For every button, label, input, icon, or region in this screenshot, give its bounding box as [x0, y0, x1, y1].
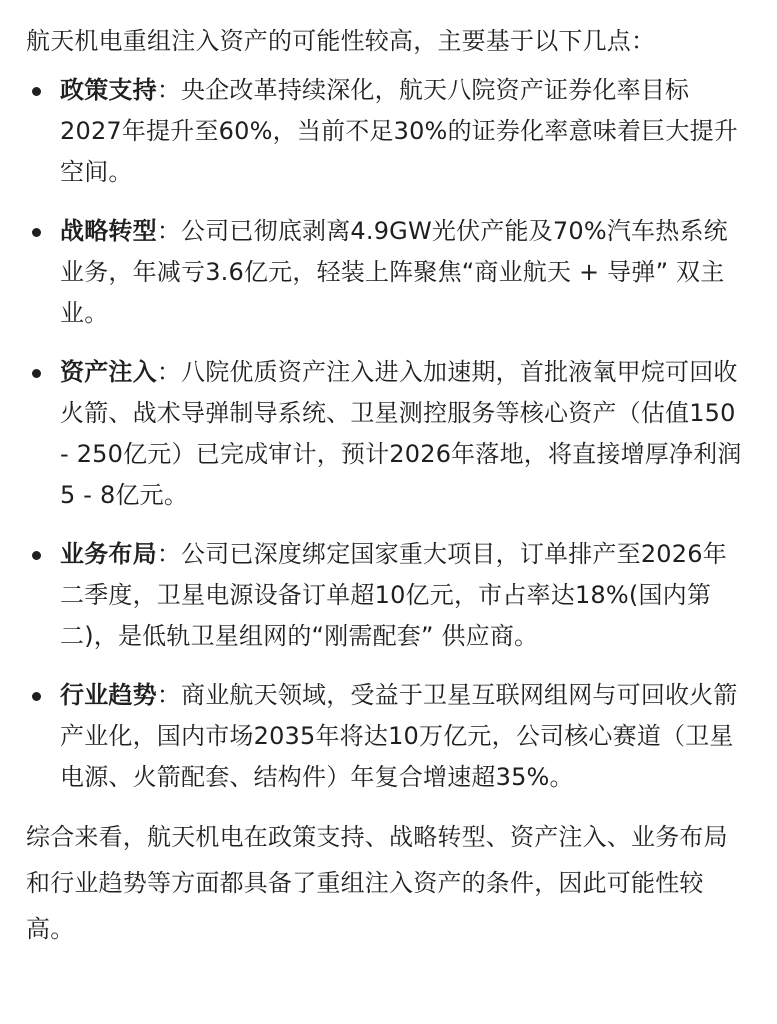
point-term: 政策支持: [60, 76, 157, 104]
list-item-business-layout: [26, 534, 751, 657]
point-text: 八院优质资产注入进入加速期，首批液氧甲烷可回收火箭、战术导弹制导系统、卫星测控服务等核心资产（估值150 - 250亿元）已完成审计，预计2026年落地，将直接增厚净利润5 - 8亿元。: [60, 358, 742, 509]
point-term: 资产注入: [60, 358, 157, 386]
bullet-dot-icon: [32, 87, 41, 96]
point-separator: ：: [156, 540, 182, 568]
list-item-industry-trend: [26, 675, 751, 798]
point-separator: ：: [156, 217, 182, 245]
list-item-strategic-transformation: [26, 211, 751, 334]
point-separator: ：: [156, 358, 182, 386]
point-text: 公司已深度绑定国家重大项目，订单排产至2026年二季度，卫星电源设备订单超10亿元，市占率达18%(国内第二)，是低轨卫星组网的“刚需配套” 供应商。: [60, 540, 727, 650]
point-text: 公司已彻底剥离4.9GW光伏产能及70%汽车热系统业务，年减亏3.6亿元，轻装上阵聚焦“商业航天 + 导弹” 双主业。: [60, 217, 728, 327]
point-text: 商业航天领域，受益于卫星互联网组网与可回收火箭产业化，国内市场2035年将达10万亿元，公司核心赛道（卫星电源、火箭配套、结构件）年复合增速超35%。: [60, 681, 738, 791]
point-separator: ：: [156, 681, 182, 709]
list-item-policy-support: [26, 70, 751, 193]
key-points-list: [26, 70, 751, 798]
point-separator: ：: [156, 76, 182, 104]
point-text: 央企改革持续深化，航天八院资产证券化率目标2027年提升至60%，当前不足30%的证券化率意味着巨大提升空间。: [60, 76, 738, 186]
summary-paragraph: 综合来看，航天机电在政策支持、战略转型、资产注入、业务布局和行业趋势等方面都具备了重组注入资产的条件，因此可能性较高。: [26, 823, 728, 943]
point-term: 行业趋势: [60, 681, 157, 709]
bullet-dot-icon: [32, 551, 41, 560]
point-term: 战略转型: [60, 217, 157, 245]
list-item-asset-injection: [26, 352, 751, 516]
bullet-dot-icon: [32, 369, 41, 378]
bullet-dot-icon: [32, 692, 41, 701]
bullet-dot-icon: [32, 228, 41, 237]
intro-paragraph: 航天机电重组注入资产的可能性较高，主要基于以下几点：: [26, 27, 656, 55]
point-term: 业务布局: [60, 540, 157, 568]
